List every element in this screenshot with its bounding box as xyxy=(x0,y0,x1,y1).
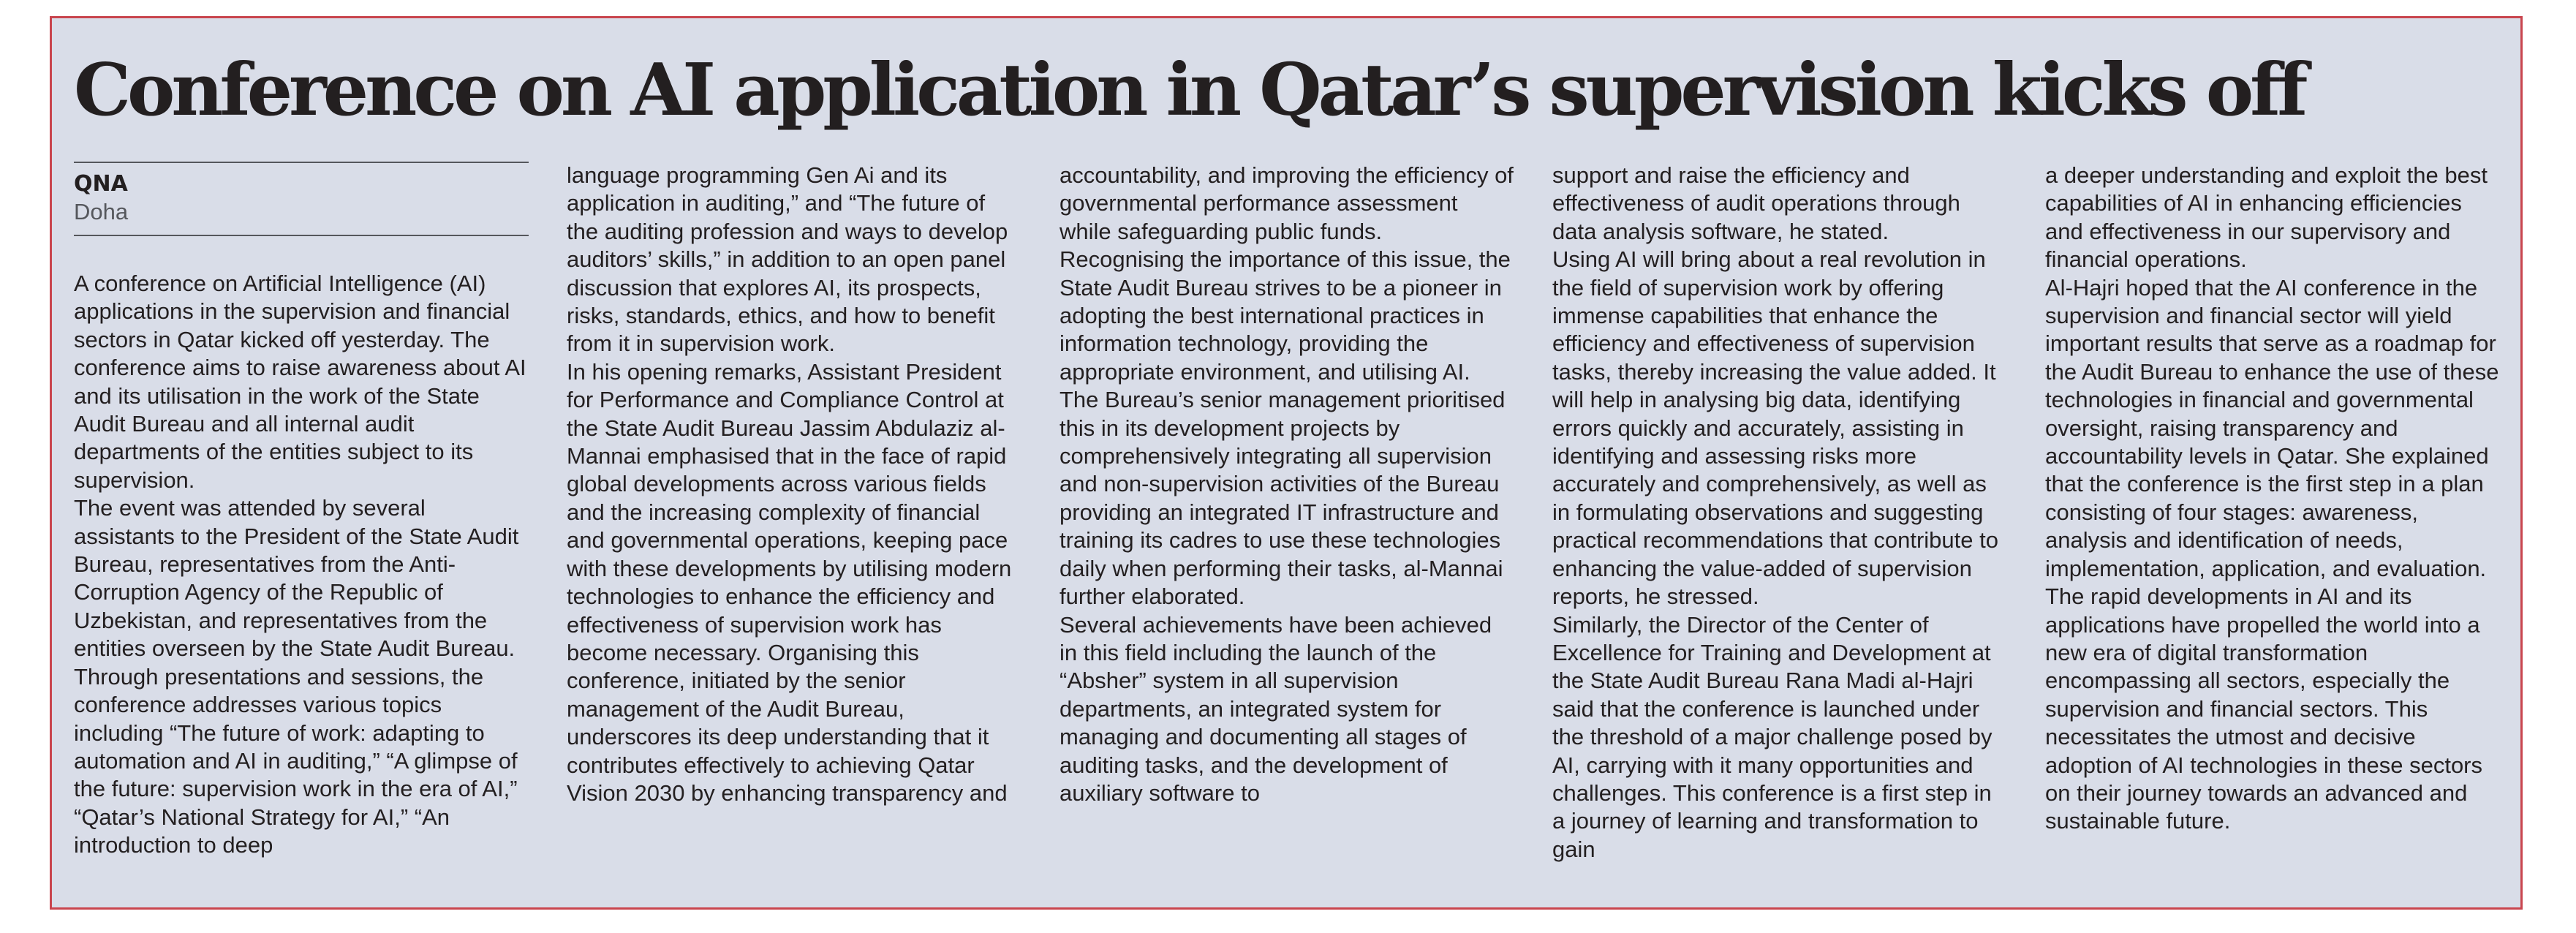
paragraph: In his opening remarks, Assistant President for Performance and Compliance Control at the State Audit Bureau Jassim Abdulaziz al-Mannai emphasised that in the face of rapid global developments across various fields and the increasing complexity of financial and governmental operations, keeping pace with these developments by utilising modern technologies to enhance the efficiency and effectiveness of supervision work has become necessary. Organising this conference, initiated by the senior management of the Audit Bureau, underscores its deep understanding that it contributes effectively to achieving Qatar Vision 2030 by enhancing transparency and xyxy=(567,358,1012,806)
paragraph: Similarly, the Director of the Center of Excellence for Training and Development at the State Audit Bureau Rana Madi al-Hajri said that the conference is launched under the threshold of a major challenge posed by AI, carrying with it many opportunities and challenges. This conference is a first step in a journey of learning and transformation to gain xyxy=(1552,611,1993,862)
paragraph: Several achievements have been achieved in this field including the launch of the “Absher” system in all supervision departments, an integrated system for managing and documenting all stages of auditing tasks, and the development of auxiliary software to xyxy=(1060,611,1492,806)
paragraph: a deeper understanding and exploit the best capabilities of AI in enhancing efficiencies and effectiveness in our supervisory and financial operations. xyxy=(2045,162,2488,273)
article-columns xyxy=(74,162,2501,893)
article-column-5 xyxy=(2045,162,2500,893)
article-panel xyxy=(50,16,2523,910)
byline-agency: QNA xyxy=(74,171,128,197)
byline xyxy=(74,162,529,236)
article-column-2 xyxy=(567,162,1021,893)
article-column-1 xyxy=(74,162,529,893)
article-column-3 xyxy=(1060,162,1514,893)
paragraph: language programming Gen Ai and its application in auditing,” and “The future of the auditing profession and ways to develop auditors’ skills,” in addition to an open panel discussion that explores AI, its prospects, risks, standards, ethics, and how to benefit from it in supervision work. xyxy=(567,162,1008,357)
paragraph: accountability, and improving the efficiency of governmental performance assessment while safeguarding public funds. xyxy=(1060,162,1514,244)
paragraph: support and raise the efficiency and effectiveness of audit operations through data analysis software, he stated. xyxy=(1552,162,1960,244)
headline: Conference on AI application in Qatar’s supervision kicks off xyxy=(74,48,2305,132)
byline-place: Doha xyxy=(74,199,129,224)
paragraph: Al-Hajri hoped that the AI conference in the supervision and financial sector will yield important results that serve as a roadmap for the Audit Bureau to enhance the use of these technologies in financial and governmental oversight, raising transparency and accountability levels in Qatar. She explained that the conference is the first step in a plan consisting of four stages: awareness, analysis and identification of needs, implementation, application, and evaluation. xyxy=(2045,274,2499,581)
paragraph: The rapid developments in AI and its applications have propelled the world into a new era of digital transformation encompassing all sectors, especially the supervision and financial sectors. This necessitates the utmost and decisive adoption of AI technologies in these sectors on their journey towards an advanced and sustainable future. xyxy=(2045,583,2483,834)
paragraph: The event was attended by several assistants to the President of the State Audit Bureau, representatives from the Anti-Corruption Agency of the Republic of Uzbekistan, and representatives from the entities overseen by the State Audit Bureau. xyxy=(74,495,519,662)
paragraph: Recognising the importance of this issue, the State Audit Bureau strives to be a pioneer in adopting the best international practices in information technology, providing the appropriate environment, and utilising AI. The Bureau’s senior management prioritised this in its development projects by comprehensively integrating all supervision and non-supervision activities of the Bureau providing an integrated IT infrastructure and training its cadres to use these technologies daily when performing their tasks, al-Mannai further elaborated. xyxy=(1060,246,1511,610)
article-column-4 xyxy=(1552,162,2007,893)
paragraph: A conference on Artificial Intelligence (AI) applications in the supervision and financial sectors in Qatar kicked off yesterday. The conference aims to raise awareness about AI and its utilisation in the work of the State Audit Bureau and all internal audit departments of the entities subject to its supervision. xyxy=(74,271,526,493)
paragraph: Using AI will bring about a real revolution in the field of supervision work by offering immense capabilities that enhance the efficiency and effectiveness of supervision tasks, thereby increasing the value added. It will help in analysing big data, identifying errors quickly and accurately, assisting in identifying and assessing risks more accurately and comprehensively, as well as in formulating observations and suggesting practical recommendations that contribute to enhancing the value-added of supervision reports, he stressed. xyxy=(1552,246,1998,610)
paragraph: Through presentations and sessions, the conference addresses various topics including “The future of work: adapting to automation and AI in auditing,” “A glimpse of the future: supervision work in the era of AI,” “Qatar’s National Strategy for AI,” “An introduction to deep xyxy=(74,663,518,858)
